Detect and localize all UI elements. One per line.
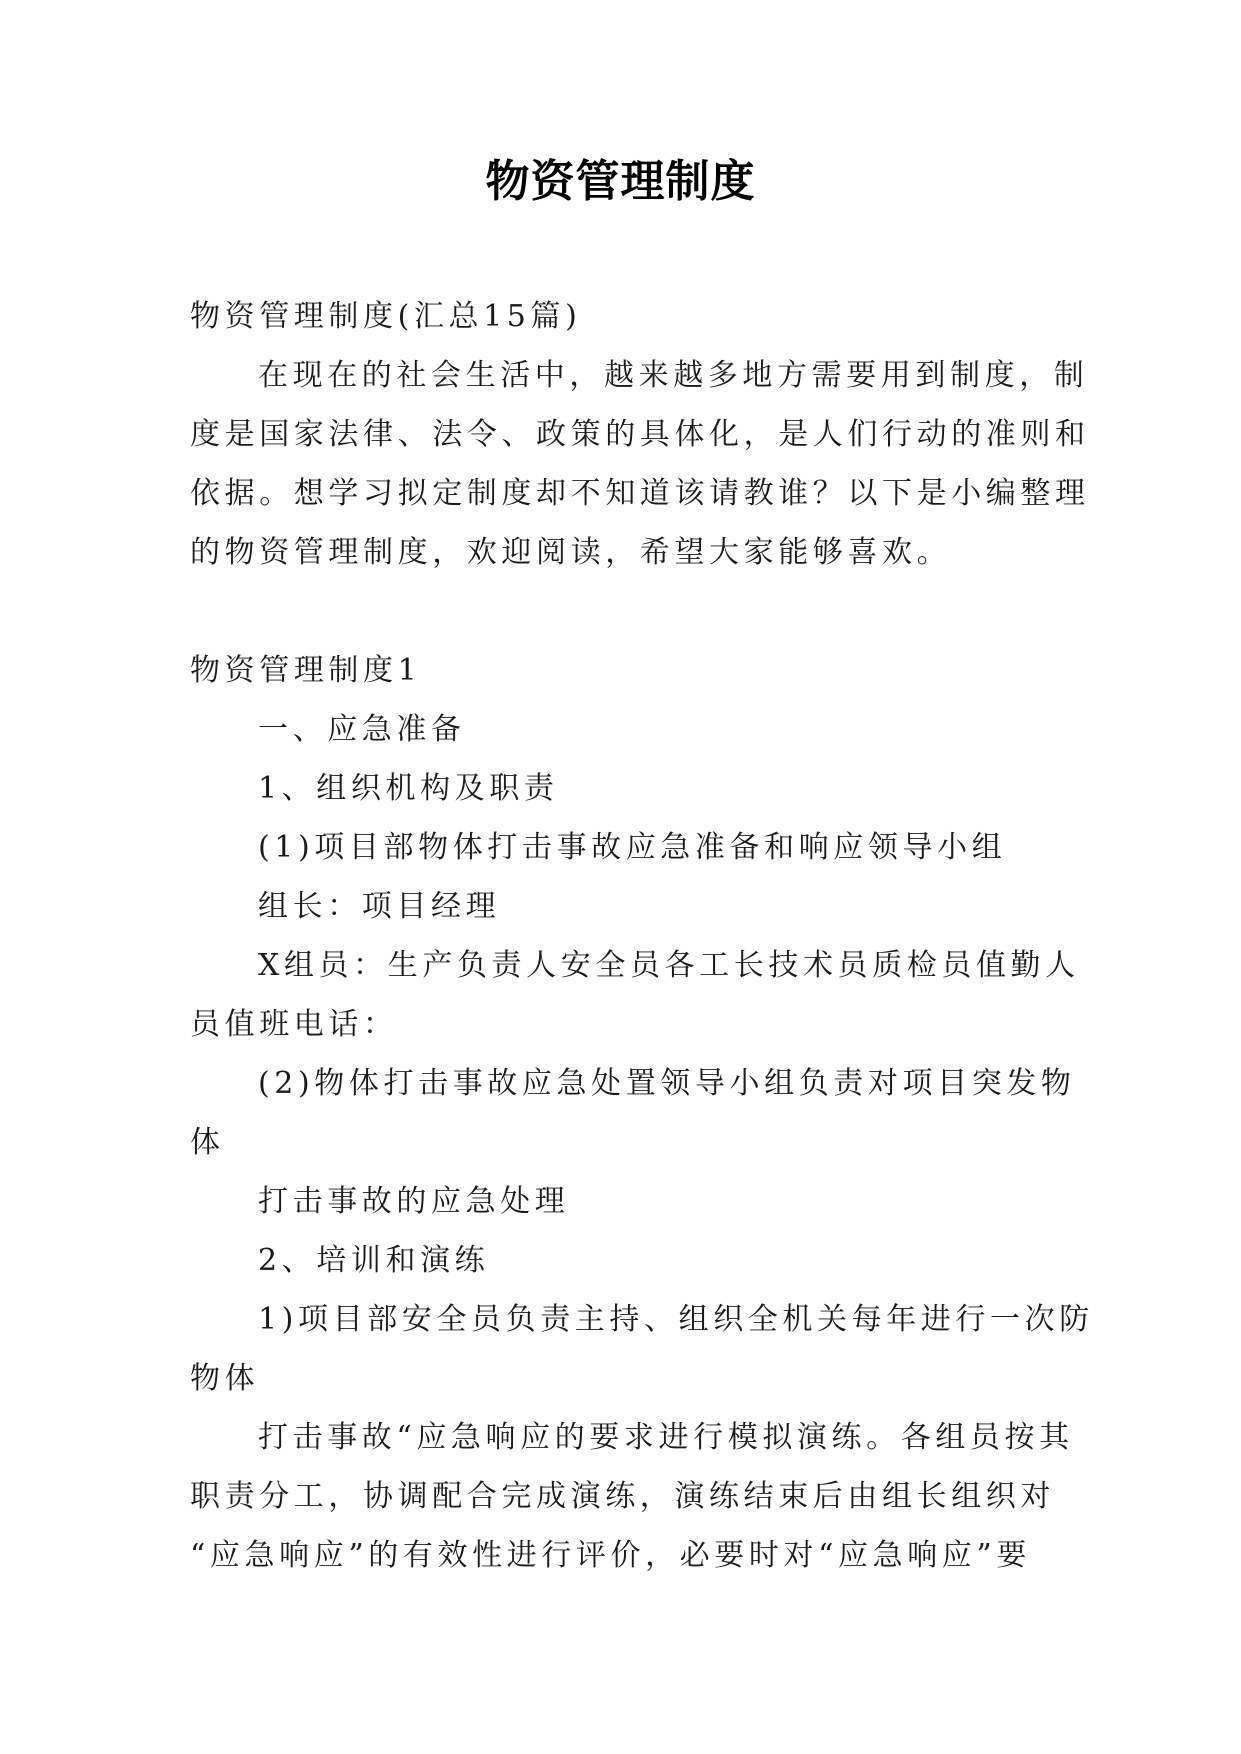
text-line: 体 — [190, 1125, 225, 1160]
text-line: 员值班电话： — [190, 1007, 398, 1042]
text-line: (2)物体打击事故应急处置领导小组负责对项目突发物 — [258, 1066, 1076, 1101]
text-line: 2、培训和演练 — [258, 1243, 490, 1278]
text-line: 组长：项目经理 — [258, 889, 501, 924]
text-line: 打击事故的应急处理 — [258, 1184, 570, 1219]
text-line: X组员：生产负责人安全员各工长技术员质检员值勤人 — [258, 948, 1080, 983]
text-line: 的物资管理制度，欢迎阅读，希望大家能够喜欢。 — [190, 535, 952, 570]
text-line: “应急响应”的有效性进行评价，必要时对“应急响应”要 — [190, 1538, 1031, 1573]
text-line: 1)项目部安全员负责主持、组织全机关每年进行一次防 — [258, 1302, 1094, 1337]
text-line: 1、组织机构及职责 — [258, 771, 559, 806]
text-line: 物资管理制度(汇总15篇) — [190, 299, 582, 334]
document-body — [190, 287, 1094, 1585]
text-line: 在现在的社会生活中，越来越多地方需要用到制度，制 — [258, 358, 1089, 393]
text-line: 物资管理制度1 — [190, 653, 422, 688]
text-line: 一、应急准备 — [258, 712, 466, 747]
document-title: 物资管理制度 — [485, 156, 756, 207]
text-line: 度是国家法律、法令、政策的具体化，是人们行动的准则和 — [190, 417, 1090, 452]
text-line: 职责分工，协调配合完成演练，演练结束后由组长组织对 — [190, 1479, 1055, 1514]
text-line: 打击事故“应急响应的要求进行模拟演练。各组员按其 — [258, 1420, 1074, 1455]
text-line: 依据。想学习拟定制度却不知道该请教谁？以下是小编整理 — [190, 476, 1090, 511]
text-line: 物体 — [190, 1361, 260, 1396]
paragraph-gap — [190, 582, 1052, 641]
text-line: (1)项目部物体打击事故应急准备和响应领导小组 — [258, 830, 1007, 865]
